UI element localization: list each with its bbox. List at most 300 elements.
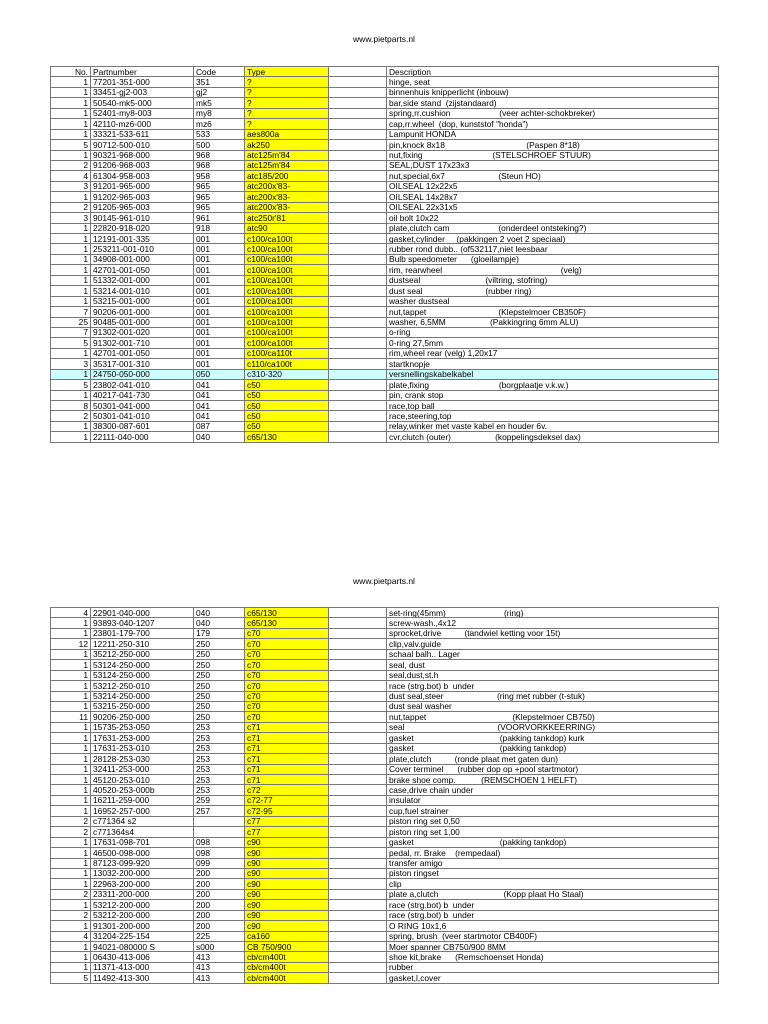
partnumber-cell: 91205-965-003 [91, 202, 194, 212]
type-cell: c100/ca100t [245, 296, 329, 306]
partnumber-cell: 17631-253-000 [91, 733, 194, 743]
empty-cell [329, 868, 387, 878]
type-cell: c100/ca100t [245, 254, 329, 264]
code-cell: 253 [194, 722, 245, 732]
quantity-cell: 2 [51, 889, 91, 899]
quantity-cell: 1 [51, 369, 91, 379]
partnumber-cell: 23801-179-700 [91, 628, 194, 638]
partnumber-cell: 40217-041-730 [91, 390, 194, 400]
table-row [51, 628, 719, 638]
quantity-cell: 1 [51, 942, 91, 952]
empty-cell [329, 77, 387, 87]
partnumber-cell: 24750-050-000 [91, 369, 194, 379]
quantity-cell: 1 [51, 150, 91, 160]
empty-cell [329, 275, 387, 285]
table-row [51, 608, 719, 618]
partnumber-cell: 11371-413-000 [91, 962, 194, 972]
empty-cell [329, 931, 387, 941]
partnumber-cell: 87123-099-920 [91, 858, 194, 868]
partnumber-cell: 45120-253-010 [91, 775, 194, 785]
code-cell: 965 [194, 192, 245, 202]
table-row [51, 254, 719, 264]
code-cell: 098 [194, 848, 245, 858]
type-cell: cb/cm400t [245, 952, 329, 962]
description-cell: rim, rearwheel (velg) [387, 265, 719, 275]
table-row [51, 816, 719, 826]
description-cell: OILSEAL 12x22x5 [387, 181, 719, 191]
empty-cell [329, 681, 387, 691]
quantity-cell: 4 [51, 931, 91, 941]
empty-cell [329, 150, 387, 160]
table-row [51, 858, 719, 868]
description-cell: race,top ball [387, 401, 719, 411]
empty-cell [329, 962, 387, 972]
partnumber-cell: 28128-253-030 [91, 754, 194, 764]
site-url[interactable]: www.pietparts.nl [353, 576, 415, 586]
code-cell: 001 [194, 348, 245, 358]
quantity-cell: 1 [51, 701, 91, 711]
table-row [51, 827, 719, 837]
code-cell: 253 [194, 754, 245, 764]
table-row [51, 806, 719, 816]
code-cell: 001 [194, 275, 245, 285]
quantity-cell: 1 [51, 868, 91, 878]
table-row [51, 192, 719, 202]
type-cell: c50 [245, 380, 329, 390]
empty-cell [329, 618, 387, 628]
code-cell: 250 [194, 660, 245, 670]
empty-cell [329, 129, 387, 139]
type-cell: c50 [245, 411, 329, 421]
table-row [51, 795, 719, 805]
table-row [51, 639, 719, 649]
description-cell: rubber [387, 962, 719, 972]
type-cell: c71 [245, 754, 329, 764]
empty-cell [329, 900, 387, 910]
type-cell: CB 750/900 [245, 942, 329, 952]
empty-cell [329, 327, 387, 337]
table-row [51, 973, 719, 983]
code-cell: 253 [194, 775, 245, 785]
empty-cell [329, 827, 387, 837]
partnumber-cell: 90206-250-000 [91, 712, 194, 722]
code-cell: 250 [194, 691, 245, 701]
code-cell: 225 [194, 931, 245, 941]
description-cell: Bulb speedometer (gloeilampje) [387, 254, 719, 264]
description-cell: insulator [387, 795, 719, 805]
type-cell: c70 [245, 628, 329, 638]
empty-cell [329, 879, 387, 889]
empty-cell [329, 87, 387, 97]
table-row [51, 722, 719, 732]
empty-cell [329, 140, 387, 150]
partnumber-cell: 53214-250-000 [91, 691, 194, 701]
description-cell: gasket (pakking tankdop) [387, 743, 719, 753]
description-cell: gasket (pakking tankdop) [387, 837, 719, 847]
description-cell: schaal balh.. Lager [387, 649, 719, 659]
partnumber-cell: 22111-040-000 [91, 432, 194, 442]
code-cell: 250 [194, 670, 245, 680]
description-cell: rim,wheel rear (velg) 1,20x17 [387, 348, 719, 358]
quantity-cell: 1 [51, 234, 91, 244]
code-cell: 918 [194, 223, 245, 233]
description-cell: dust seal,steer (ring met rubber (t-stuk) [387, 691, 719, 701]
description-cell: binnenhuis knipperlicht (inbouw) [387, 87, 719, 97]
description-cell: versnellingskabelkabel [387, 369, 719, 379]
type-cell: c71 [245, 722, 329, 732]
partnumber-cell: 42701-001-050 [91, 348, 194, 358]
table-row [51, 160, 719, 170]
table-row [51, 421, 719, 431]
code-cell: 040 [194, 618, 245, 628]
description-cell: cap,rr.wheel (dop, kunststof "honda") [387, 119, 719, 129]
type-cell: c100/ca100t [245, 317, 329, 327]
type-cell: c72-95 [245, 806, 329, 816]
description-cell: rubber rond dubb.. (of532117,niet leesbaar [387, 244, 719, 254]
partnumber-cell: 53124-250-000 [91, 660, 194, 670]
type-cell: c77 [245, 816, 329, 826]
type-cell: c71 [245, 743, 329, 753]
partnumber-cell: 61304-958-003 [91, 171, 194, 181]
table-row [51, 401, 719, 411]
empty-cell [329, 234, 387, 244]
quantity-cell: 1 [51, 87, 91, 97]
description-cell: pin,knock 8x18 (Paspen 8*18) [387, 140, 719, 150]
partnumber-cell: 90206-001-000 [91, 307, 194, 317]
type-cell: c50 [245, 421, 329, 431]
empty-cell [329, 286, 387, 296]
description-cell: sprocket,drive (tandwiel ketting voor 15t) [387, 628, 719, 638]
empty-cell [329, 348, 387, 358]
quantity-cell: 7 [51, 307, 91, 317]
empty-cell [329, 213, 387, 223]
type-cell: c100/ca100t [245, 275, 329, 285]
quantity-cell: 2 [51, 910, 91, 920]
description-cell: washer dustseal [387, 296, 719, 306]
empty-cell [329, 660, 387, 670]
description-cell: pin, crank stop [387, 390, 719, 400]
table-row [51, 411, 719, 421]
partnumber-cell: 53215-001-000 [91, 296, 194, 306]
table-row [51, 223, 719, 233]
description-cell: washer, 6,5MM (Pakkingring 6mm ALU) [387, 317, 719, 327]
partnumber-cell: 91206-968-003 [91, 160, 194, 170]
description-cell: race (strg.bot) b under [387, 681, 719, 691]
empty-cell [329, 754, 387, 764]
description-cell: dust seal washer [387, 701, 719, 711]
type-cell: atc125m'84 [245, 160, 329, 170]
quantity-cell: 1 [51, 806, 91, 816]
empty-cell [329, 411, 387, 421]
partnumber-cell: 53212-250-010 [91, 681, 194, 691]
partnumber-cell: 94021-080000 S [91, 942, 194, 952]
partnumber-cell: 16952-257-000 [91, 806, 194, 816]
header-code: Code [194, 67, 245, 77]
type-cell: c77 [245, 827, 329, 837]
partnumber-cell: 23802-041-010 [91, 380, 194, 390]
code-cell: 041 [194, 380, 245, 390]
type-cell: ak250 [245, 140, 329, 150]
type-cell: c90 [245, 900, 329, 910]
quantity-cell: 1 [51, 681, 91, 691]
table-row [51, 952, 719, 962]
type-cell: c65/130 [245, 618, 329, 628]
empty-cell [329, 691, 387, 701]
table-row [51, 275, 719, 285]
code-cell: 253 [194, 764, 245, 774]
description-cell: brake shoe comp. (REMSCHOEN 1 HELFT) [387, 775, 719, 785]
empty-cell [329, 921, 387, 931]
empty-cell [329, 265, 387, 275]
table-row [51, 848, 719, 858]
quantity-cell: 1 [51, 775, 91, 785]
quantity-cell: 1 [51, 722, 91, 732]
table-row [51, 754, 719, 764]
description-cell: seal, dust [387, 660, 719, 670]
table-row [51, 618, 719, 628]
code-cell: 001 [194, 317, 245, 327]
partnumber-cell: 22963-200-000 [91, 879, 194, 889]
code-cell: 200 [194, 910, 245, 920]
quantity-cell: 5 [51, 973, 91, 983]
partnumber-cell: 35317-001-310 [91, 359, 194, 369]
type-cell: cb/cm400t [245, 973, 329, 983]
empty-cell [329, 254, 387, 264]
empty-cell [329, 848, 387, 858]
quantity-cell: 8 [51, 401, 91, 411]
quantity-cell: 1 [51, 223, 91, 233]
type-cell: c100/ca100t [245, 338, 329, 348]
table-row [51, 317, 719, 327]
code-cell: 099 [194, 858, 245, 868]
quantity-cell: 1 [51, 390, 91, 400]
table-row [51, 701, 719, 711]
empty-cell [329, 743, 387, 753]
type-cell: c65/130 [245, 608, 329, 618]
table-row [51, 202, 719, 212]
partnumber-cell: 90712-500-010 [91, 140, 194, 150]
table-row [51, 962, 719, 972]
quantity-cell: 1 [51, 108, 91, 118]
quantity-cell: 2 [51, 827, 91, 837]
type-cell: c70 [245, 639, 329, 649]
empty-cell [329, 942, 387, 952]
type-cell: c90 [245, 848, 329, 858]
table-row [51, 327, 719, 337]
table-row [51, 660, 719, 670]
description-cell: dust seal (rubber ring) [387, 286, 719, 296]
description-cell: bar,side stand (zijstandaard) [387, 98, 719, 108]
empty-cell [329, 202, 387, 212]
description-cell: hinge, seat [387, 77, 719, 87]
table-row [51, 338, 719, 348]
quantity-cell: 1 [51, 265, 91, 275]
description-cell: spring, brush (veer startmotor CB400F) [387, 931, 719, 941]
table-row [51, 879, 719, 889]
description-cell: piston ringset [387, 868, 719, 878]
code-cell: 533 [194, 129, 245, 139]
type-cell: c70 [245, 681, 329, 691]
quantity-cell: 1 [51, 670, 91, 680]
description-cell: OILSEAL 22x31x5 [387, 202, 719, 212]
quantity-cell: 1 [51, 432, 91, 442]
type-cell: c90 [245, 858, 329, 868]
table-row [51, 432, 719, 442]
empty-cell [329, 432, 387, 442]
table-row [51, 171, 719, 181]
partnumber-cell: 13032-200-000 [91, 868, 194, 878]
empty-cell [329, 889, 387, 899]
description-cell: seal,dust,st.h [387, 670, 719, 680]
partnumber-cell: 52401-my8-003 [91, 108, 194, 118]
quantity-cell: 1 [51, 618, 91, 628]
code-cell: 253 [194, 733, 245, 743]
table-row [51, 87, 719, 97]
type-cell: c50 [245, 401, 329, 411]
partnumber-cell: 90145-961-010 [91, 213, 194, 223]
type-cell: c100/ca100t [245, 307, 329, 317]
table-row [51, 942, 719, 952]
table-row [51, 837, 719, 847]
code-cell: 413 [194, 962, 245, 972]
description-cell: seal (VOORVORKKEERRING) [387, 722, 719, 732]
empty-cell [329, 317, 387, 327]
quantity-cell: 4 [51, 171, 91, 181]
description-cell: gasket,l,cover [387, 973, 719, 983]
partnumber-cell: 91302-001-020 [91, 327, 194, 337]
description-cell: plate a,clutch (Kopp plaat Ho Staal) [387, 889, 719, 899]
table-row [51, 307, 719, 317]
type-cell: c72 [245, 785, 329, 795]
description-cell: plate,clutch cam (onderdeel ontsteking?) [387, 223, 719, 233]
type-cell: c100/ca100t [245, 234, 329, 244]
quantity-cell: 1 [51, 649, 91, 659]
description-cell: dustseal (viltring, stofring) [387, 275, 719, 285]
code-cell: 413 [194, 952, 245, 962]
table-row [51, 380, 719, 390]
type-cell: atc90 [245, 223, 329, 233]
table-row [51, 691, 719, 701]
type-cell: c310-320 [245, 369, 329, 379]
empty-cell [329, 775, 387, 785]
code-cell: 958 [194, 171, 245, 181]
empty-cell [329, 628, 387, 638]
type-cell: c100/ca110t [245, 348, 329, 358]
quantity-cell: 2 [51, 202, 91, 212]
quantity-cell: 5 [51, 140, 91, 150]
type-cell: ? [245, 119, 329, 129]
code-cell: 001 [194, 338, 245, 348]
description-cell: nut,tappet (Klepstelmoer CB350F) [387, 307, 719, 317]
partnumber-cell: 53214-001-010 [91, 286, 194, 296]
type-cell: c70 [245, 701, 329, 711]
table-row [51, 213, 719, 223]
partnumber-cell: 90485-001-000 [91, 317, 194, 327]
header-description: Description [387, 67, 719, 77]
quantity-cell: 1 [51, 837, 91, 847]
header-partnumber: Partnumber [91, 67, 194, 77]
code-cell [194, 816, 245, 826]
code-cell: 500 [194, 140, 245, 150]
code-cell: 001 [194, 265, 245, 275]
type-cell: ? [245, 87, 329, 97]
type-cell: atc200x'83- [245, 202, 329, 212]
quantity-cell: 1 [51, 691, 91, 701]
partnumber-cell: 90321-968-000 [91, 150, 194, 160]
description-cell: shoe kit,brake (Remschoenset Honda) [387, 952, 719, 962]
code-cell: 040 [194, 432, 245, 442]
quantity-cell: 3 [51, 181, 91, 191]
table-row [51, 150, 719, 160]
empty-cell [329, 421, 387, 431]
type-cell: atc200x'83- [245, 181, 329, 191]
empty-cell [329, 359, 387, 369]
description-cell: gasket (pakking tankdop) kurk [387, 733, 719, 743]
code-cell: 250 [194, 639, 245, 649]
partnumber-cell: 38300-087-601 [91, 421, 194, 431]
quantity-cell: 2 [51, 411, 91, 421]
description-cell: 0-ring 27,5mm [387, 338, 719, 348]
partnumber-cell: 91202-965-003 [91, 192, 194, 202]
empty-cell [329, 401, 387, 411]
description-cell: clip [387, 879, 719, 889]
description-cell: cup,fuel strainer [387, 806, 719, 816]
type-cell: c90 [245, 921, 329, 931]
partnumber-cell: 46500-098-000 [91, 848, 194, 858]
code-cell: 001 [194, 359, 245, 369]
type-cell: c70 [245, 670, 329, 680]
code-cell: 259 [194, 795, 245, 805]
table-row [51, 369, 719, 379]
site-url[interactable]: www.pietparts.nl [353, 34, 415, 44]
description-cell: clip,valv.guide [387, 639, 719, 649]
code-cell: my8 [194, 108, 245, 118]
description-cell: SEAL,DUST 17x23x3 [387, 160, 719, 170]
table-row [51, 900, 719, 910]
empty-cell [329, 338, 387, 348]
partnumber-cell: 34908-001-000 [91, 254, 194, 264]
code-cell: 961 [194, 213, 245, 223]
table-row [51, 108, 719, 118]
quantity-cell: 1 [51, 421, 91, 431]
description-cell: nut,tappet (Klepstelmoer CB750) [387, 712, 719, 722]
table-row [51, 129, 719, 139]
type-cell: ? [245, 77, 329, 87]
empty-cell [329, 296, 387, 306]
table-row [51, 712, 719, 722]
type-cell: ? [245, 98, 329, 108]
description-cell: transfer amigo [387, 858, 719, 868]
code-cell: gj2 [194, 87, 245, 97]
code-cell: 351 [194, 77, 245, 87]
type-cell: c100/ca100t [245, 286, 329, 296]
header-type: Type [245, 67, 329, 77]
table-row [51, 359, 719, 369]
type-cell: c71 [245, 764, 329, 774]
description-cell: piston ring set 0,50 [387, 816, 719, 826]
empty-cell [329, 649, 387, 659]
partnumber-cell: 91302-001-710 [91, 338, 194, 348]
code-cell: s000 [194, 942, 245, 952]
description-cell: race (strg.bot) b under [387, 910, 719, 920]
table-row [51, 286, 719, 296]
table-row [51, 244, 719, 254]
type-cell: c90 [245, 837, 329, 847]
partnumber-cell: 53124-250-000 [91, 670, 194, 680]
code-cell: 001 [194, 254, 245, 264]
code-cell: mz6 [194, 119, 245, 129]
quantity-cell: 1 [51, 660, 91, 670]
